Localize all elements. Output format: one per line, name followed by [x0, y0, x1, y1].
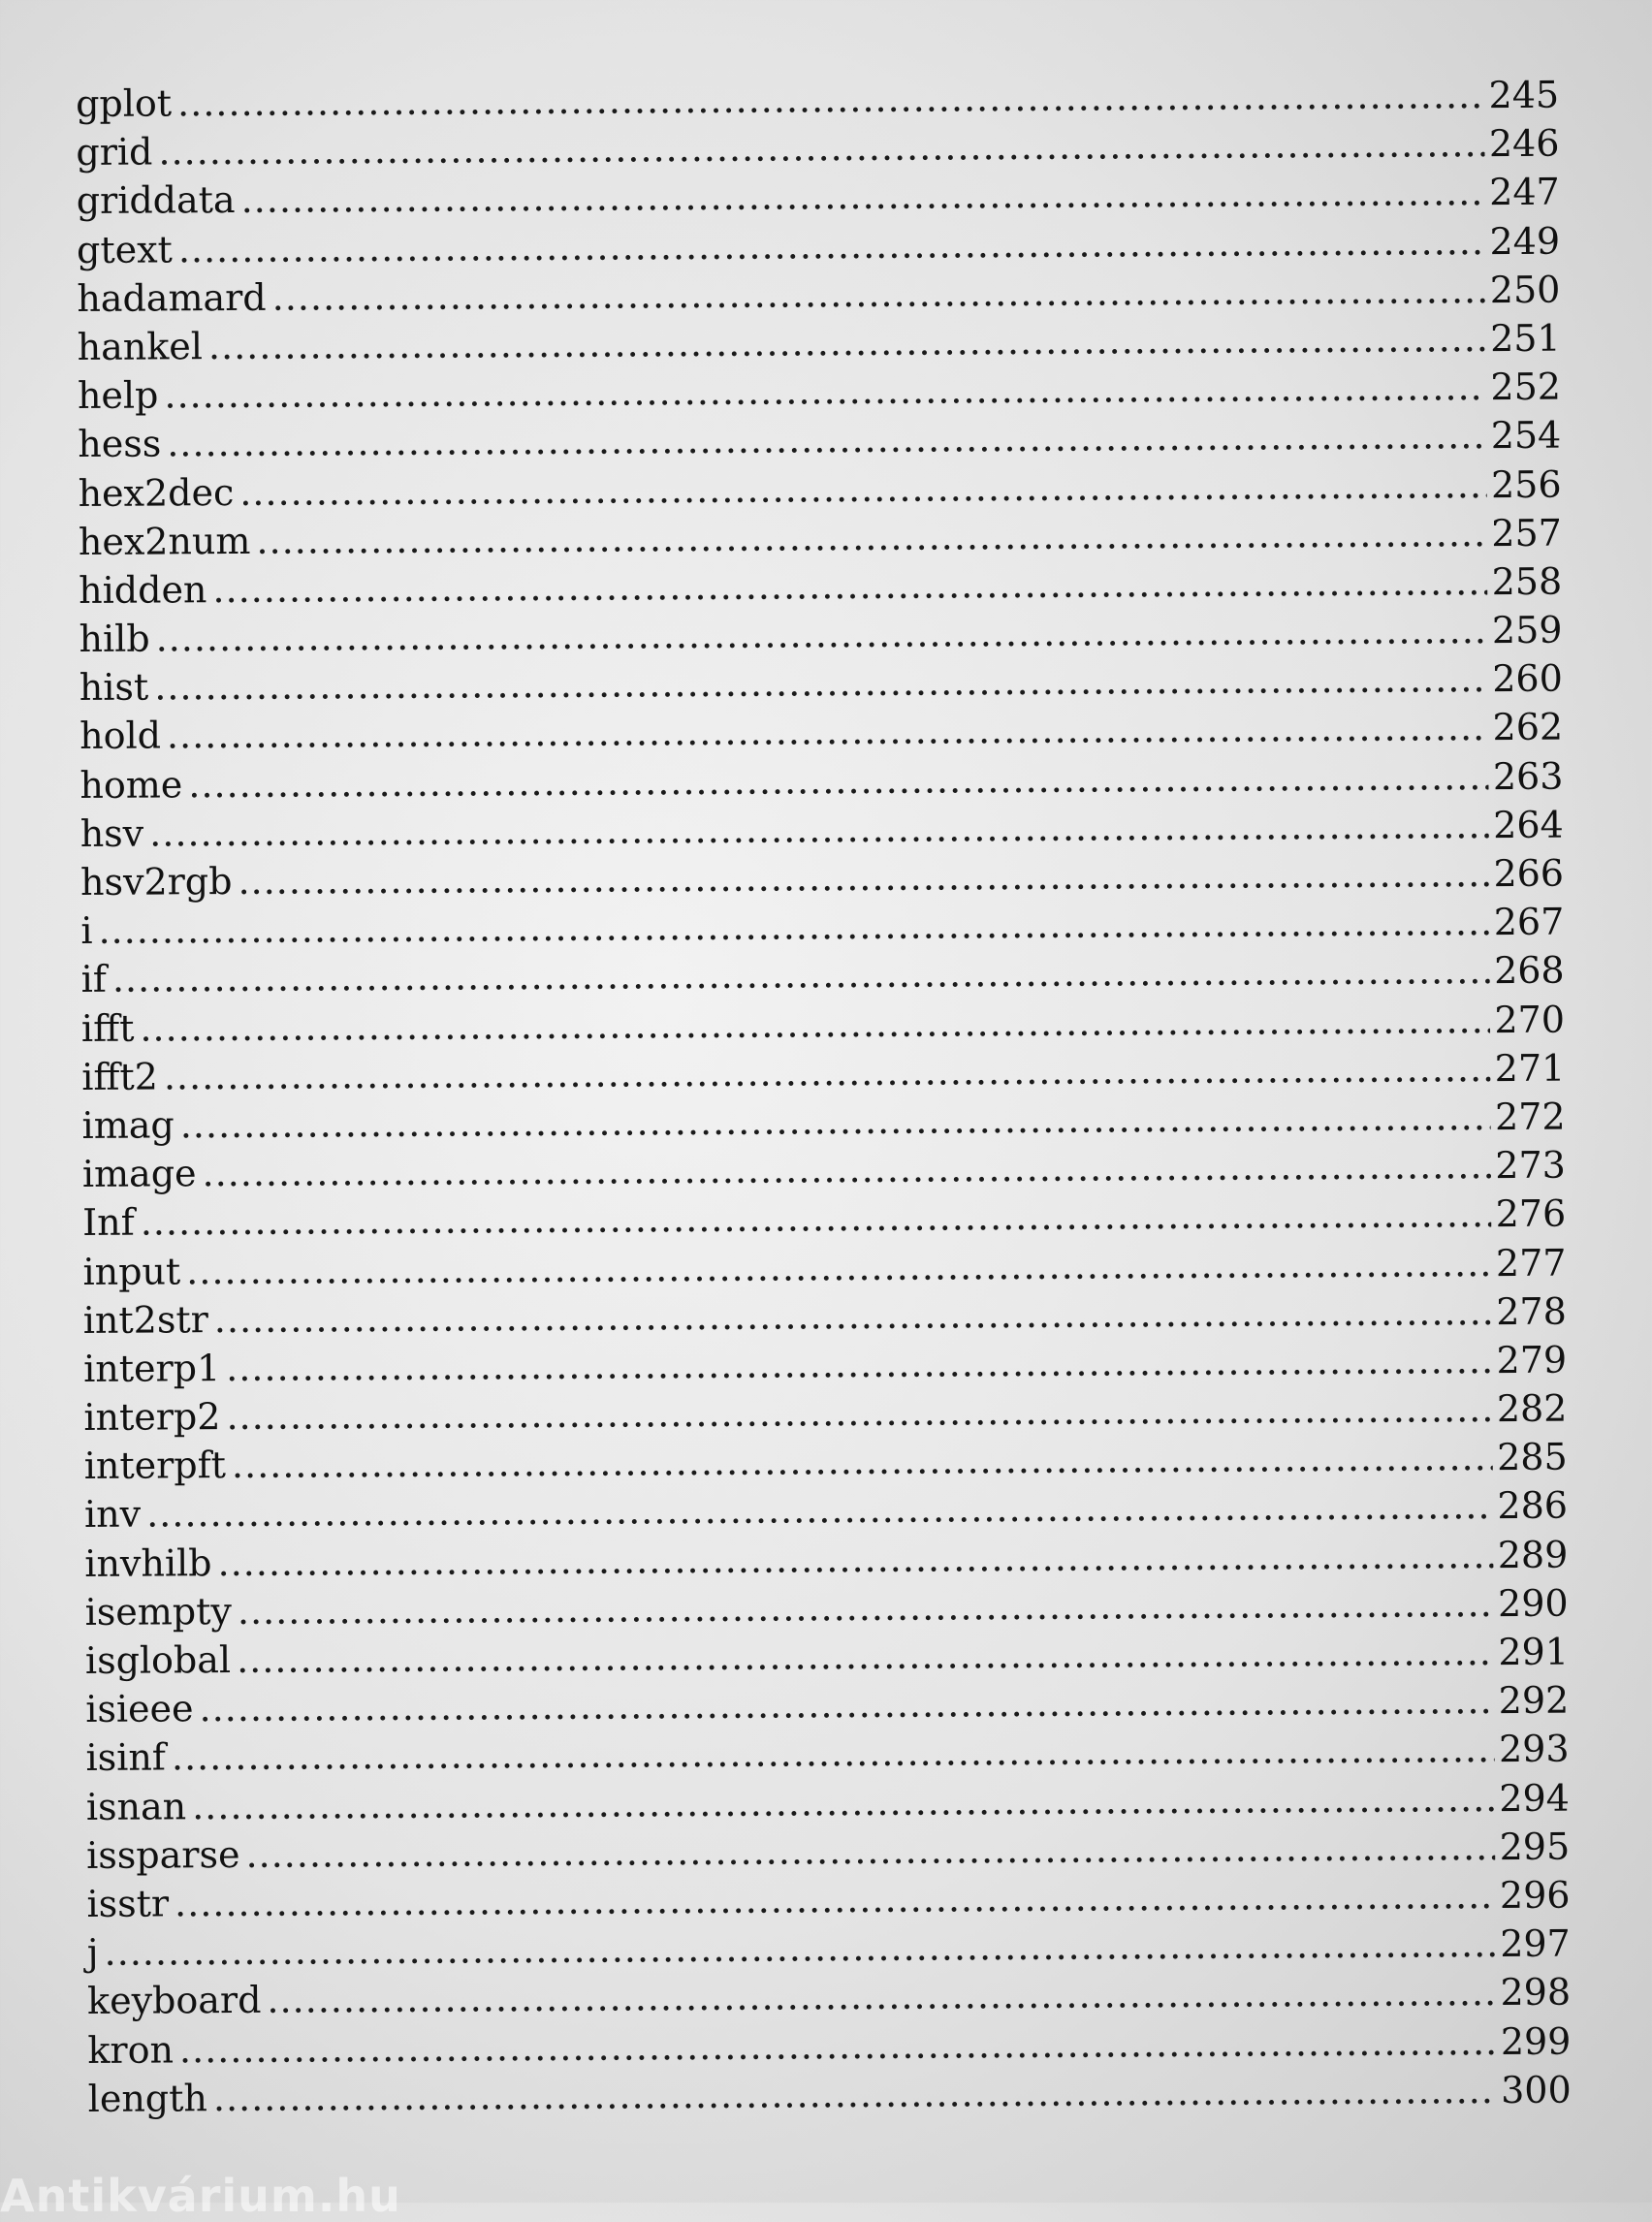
dot-leader [232, 1433, 1494, 1489]
entry-page-number: 259 [1491, 608, 1563, 652]
dot-leader [146, 1482, 1494, 1539]
dot-leader [213, 2066, 1498, 2122]
dot-leader [202, 1141, 1491, 1197]
entry-name: invhilb [84, 1540, 212, 1585]
dot-leader [164, 1044, 1491, 1100]
entry-page-number: 249 [1489, 219, 1561, 263]
dot-leader [188, 752, 1489, 809]
dot-leader [177, 71, 1485, 127]
toc-entry [88, 2065, 1572, 2123]
entry-name: gtext [76, 227, 174, 271]
dot-leader [154, 654, 1488, 711]
entry-name: hess [78, 422, 162, 466]
dot-leader [158, 119, 1485, 175]
entry-name: issparse [86, 1832, 240, 1877]
entry-page-number: 300 [1501, 2068, 1572, 2111]
entry-name: isinf [85, 1735, 167, 1780]
dot-leader [226, 1336, 1493, 1392]
entry-page-number: 290 [1497, 1581, 1569, 1625]
entry-name: interp1 [82, 1346, 221, 1390]
entry-page-number: 270 [1494, 998, 1566, 1041]
entry-name: gplot [76, 81, 173, 125]
entry-name: inv [83, 1493, 142, 1537]
entry-page-number: 273 [1495, 1143, 1567, 1188]
entry-page-number: 289 [1497, 1533, 1569, 1576]
dot-leader [208, 314, 1486, 370]
entry-name: if [80, 958, 108, 1001]
dot-leader [180, 1093, 1492, 1149]
entry-page-number: 297 [1500, 1921, 1571, 1966]
entry-page-number: 282 [1496, 1386, 1568, 1431]
entry-page-number: 285 [1497, 1435, 1568, 1479]
dot-leader [98, 898, 1490, 955]
entry-page-number: 276 [1495, 1191, 1567, 1236]
entry-name: hex2num [78, 519, 251, 563]
dot-leader [167, 704, 1489, 760]
entry-page-number: 252 [1490, 365, 1562, 409]
entry-page-number: 286 [1497, 1484, 1569, 1528]
entry-name: hilb [79, 617, 150, 661]
dot-leader [178, 217, 1486, 273]
dot-leader [149, 801, 1489, 857]
entry-page-number: 257 [1491, 511, 1563, 555]
entry-name: help [77, 373, 159, 418]
dot-leader [141, 1190, 1492, 1247]
entry-name: kron [87, 2027, 175, 2072]
entry-name: isieee [85, 1687, 194, 1731]
entry-page-number: 267 [1493, 900, 1565, 944]
dot-leader [199, 1676, 1494, 1732]
entry-name: length [87, 2076, 208, 2120]
entry-name: isempty [84, 1589, 233, 1634]
entry-page-number: 279 [1496, 1338, 1568, 1381]
entry-page-number: 262 [1492, 706, 1564, 749]
entry-page-number: 260 [1492, 656, 1563, 701]
dot-leader [267, 1968, 1496, 2024]
dot-leader [112, 946, 1491, 1003]
entry-name: keyboard [86, 1979, 262, 2023]
entry-name: isglobal [84, 1638, 232, 1682]
entry-name: hadamard [77, 275, 267, 320]
entry-page-number: 294 [1499, 1776, 1570, 1820]
entry-name: isnan [85, 1784, 187, 1828]
entry-name: interp2 [83, 1395, 221, 1440]
dot-leader [164, 363, 1486, 419]
dot-leader [272, 266, 1486, 322]
table-of-contents [76, 71, 1572, 2123]
entry-page-number: 277 [1495, 1241, 1567, 1285]
entry-name: image [81, 1152, 197, 1196]
entry-page-number: 254 [1490, 413, 1562, 458]
entry-name: j [86, 1931, 99, 1975]
entry-page-number: 292 [1498, 1678, 1570, 1723]
entry-page-number: 271 [1494, 1046, 1566, 1090]
dot-leader [217, 1531, 1494, 1587]
entry-name: hold [79, 714, 162, 758]
entry-page-number: 263 [1492, 754, 1564, 798]
dot-leader [240, 168, 1485, 224]
entry-name: int2str [82, 1297, 208, 1342]
entry-name: griddata [76, 178, 236, 223]
dot-leader [237, 1628, 1495, 1684]
entry-page-number: 245 [1488, 73, 1560, 117]
dot-leader [179, 2017, 1497, 2074]
watermark: Antikvárium.hu [0, 2170, 401, 2222]
entry-name: imag [81, 1103, 175, 1147]
entry-page-number: 246 [1488, 121, 1560, 166]
entry-page-number: 299 [1500, 2019, 1572, 2063]
dot-leader [192, 1774, 1495, 1830]
entry-page-number: 296 [1499, 1873, 1571, 1917]
dot-leader [186, 1239, 1492, 1295]
dot-leader [239, 460, 1487, 517]
entry-page-number: 298 [1500, 1970, 1572, 2015]
entry-page-number: 247 [1489, 171, 1560, 214]
entry-name: hidden [79, 568, 207, 612]
entry-name: hsv2rgb [79, 860, 233, 904]
entry-page-number: 278 [1496, 1289, 1567, 1333]
entry-name: interpft [83, 1444, 227, 1488]
entry-page-number: 256 [1490, 462, 1562, 506]
entry-page-number: 295 [1499, 1825, 1571, 1868]
entry-page-number: 293 [1498, 1727, 1570, 1771]
dot-leader [104, 1920, 1496, 1977]
dot-leader [256, 509, 1487, 565]
entry-name: hankel [77, 325, 204, 368]
dot-leader [140, 996, 1490, 1053]
entry-page-number: 268 [1493, 949, 1565, 993]
dot-leader [226, 1384, 1493, 1441]
entry-name: hsv [79, 811, 144, 855]
entry-name: grid [76, 130, 153, 175]
dot-leader [245, 1823, 1495, 1879]
entry-name: isstr [86, 1882, 170, 1925]
dot-leader [238, 849, 1489, 905]
entry-name: hex2dec [78, 470, 235, 515]
dot-leader [172, 1725, 1495, 1781]
entry-name: Inf [82, 1200, 135, 1245]
entry-name: hist [79, 665, 149, 710]
dot-leader [238, 1579, 1495, 1635]
entry-page-number: 264 [1493, 803, 1564, 846]
entry-page-number: 258 [1491, 559, 1563, 603]
dot-leader [212, 557, 1487, 614]
entry-page-number: 272 [1494, 1095, 1566, 1139]
dot-leader [155, 606, 1488, 662]
entry-name: i [80, 909, 93, 953]
dot-leader [214, 1287, 1493, 1344]
entry-page-number: 251 [1489, 316, 1561, 361]
entry-page-number: 250 [1489, 268, 1561, 311]
entry-page-number: 291 [1498, 1630, 1570, 1674]
dot-leader [167, 411, 1487, 467]
entry-name: ifft2 [81, 1055, 159, 1098]
dot-leader [175, 1871, 1496, 1927]
entry-name: ifft [80, 1006, 135, 1050]
entry-name: input [82, 1249, 181, 1293]
entry-name: home [79, 762, 183, 807]
entry-page-number: 266 [1493, 851, 1565, 896]
